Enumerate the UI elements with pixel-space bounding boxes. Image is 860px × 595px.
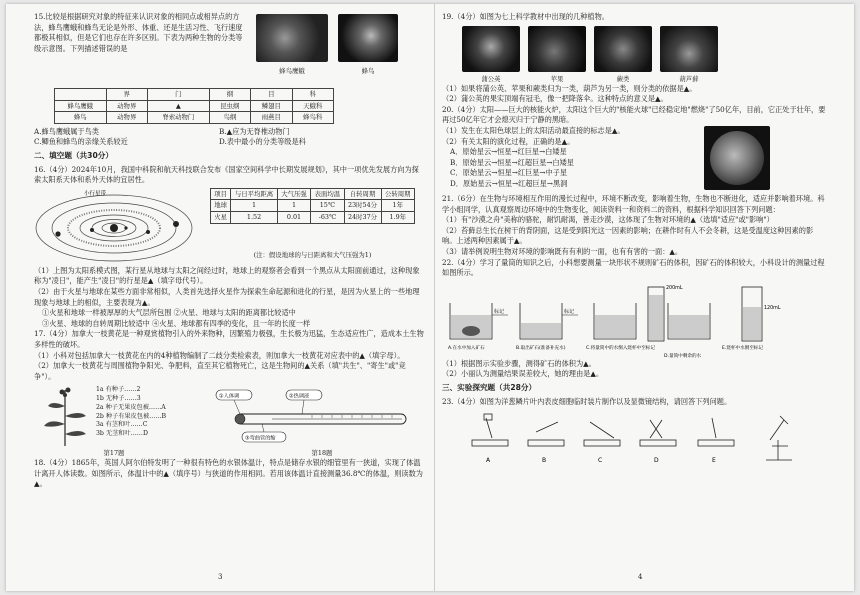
q21-line-3: （3）请举例说明生物对环境的影响既有有利的一面，也有有害的一面：▲。 — [442, 246, 683, 256]
q15-classification-table — [54, 88, 334, 124]
goldenrod-plant-illustration — [40, 384, 90, 448]
q18-text: 18.（4分）1865年，英国人阿尔伯特发明了一种很有特色的水银体温计，特点是储存水银的细管里有一狭道，实现了体温计离开人体读数。如图所示，体温计中的▲（填序号）与狭道的作用相同。若用该体温计直接测量36.8℃的体温，则读数为▲。 — [34, 458, 423, 489]
q20-line-2: （2）有关太阳的演化过程，正确的是▲。 — [442, 136, 575, 146]
hawkmoth-caption: 蜂鸟鹰蛾 — [279, 67, 305, 75]
ore-icon — [462, 326, 480, 336]
table-cell: ▲ — [147, 100, 209, 112]
table-row — [55, 112, 334, 124]
q21-line-1: （1）有"沙漠之舟"美称的骆驼，耐饥耐渴，善走沙漠，这体现了生物对环境的▲（选填"适应"或"影响"） — [442, 215, 774, 225]
table-cell: 1 — [231, 200, 278, 212]
table-row — [211, 200, 415, 212]
fig-18-caption: 第18题 — [311, 449, 333, 458]
key-line: 1a 有种子……2 — [96, 386, 141, 394]
dandelion-photo — [462, 26, 520, 72]
q22-measurement-diagram — [446, 281, 786, 359]
table-cell: 0.01 — [277, 211, 310, 223]
solar-system-diagram — [34, 188, 199, 264]
step-label: C — [598, 457, 603, 465]
option-b: B．原始星云→恒星→红超巨星→白矮星 — [450, 157, 574, 167]
step-label: E — [712, 457, 716, 465]
table-row — [211, 211, 415, 223]
water-fill — [743, 307, 761, 340]
right-page — [442, 12, 826, 468]
table-cell: 与日平均距离 — [231, 188, 278, 200]
page-number-right: 4 — [638, 573, 643, 581]
planet-dot — [146, 230, 150, 234]
dichotomous-key — [96, 386, 166, 439]
sun-icon — [110, 224, 118, 232]
q16-line-4: ③火星、地球的自转周期比较适中 ④火星、地球都有四季的变化，且一年的长度一样 — [42, 318, 311, 328]
table-cell: 1.52 — [231, 211, 278, 223]
table-cell: 项目 — [211, 188, 231, 200]
hummingbird-photo — [338, 14, 398, 62]
q15-text: 15.比较是根据研究对象的特征来认识对象的相同点或相异点的方法，蜂鸟鹰蛾和蜂鸟无论是外形、体重、还是生活习性、飞行速度都极其相似，但是它们也存在许多区别。下表为两种生物的分类等级示意图。下列描述错误的是 — [34, 12, 243, 53]
water-fill — [521, 323, 561, 338]
table-cell: 地球 — [211, 200, 231, 212]
q22-text: 22.（4分）学习了量筒的知识之后，小科想要测量一块形状不规则矿石的体积，因矿石的体积较大，小科设计的测量过程如图所示。 — [442, 257, 825, 278]
hummingbird-caption: 蜂鸟 — [361, 67, 375, 75]
section-2-heading: 二、填空题（共30分） — [34, 150, 113, 160]
thermo-label: ③弯曲管的缩 — [245, 435, 276, 442]
photo-caption: 苹果 — [550, 74, 564, 83]
key-line: 1b 无种子……3 — [96, 395, 141, 403]
table-cell: 自转周期 — [344, 188, 381, 200]
key-line: 2a 种子无果皮包被……A — [96, 403, 166, 411]
option-b: B.▲应为无脊椎动物门 — [219, 126, 290, 136]
table-cell: 门 — [147, 89, 209, 101]
q16-line-2: （2）由于火星与地球在某些方面非常相似，人类首先选择火星作为探索生命起源和进化的行星，是因为火星上的一些地理现象与地球上的相似，主要表现为▲。 — [34, 286, 420, 307]
q16-figure — [34, 188, 426, 266]
q15-options — [34, 127, 426, 148]
table-cell: 科 — [292, 89, 333, 101]
table-cell: 1 — [277, 200, 310, 212]
table-cell: 界 — [106, 89, 147, 101]
table-row — [55, 100, 334, 112]
apple-photo — [528, 26, 586, 72]
q16-line-3: ①火星和地球一样被厚厚的大气层所包围 ②火星、地球与太阳的距离都比较适中 — [42, 308, 296, 318]
exam-sheet — [6, 4, 854, 591]
option-c: C．原始星云→恒星→红巨星→中子星 — [450, 168, 568, 178]
q22-line-2: （2）小丽认为测量结果误差较大，她的理由是▲。 — [442, 369, 604, 379]
table-cell: 表面均温 — [311, 188, 344, 200]
q22-line-1: （1）根据图示实验步骤，测得矿石的体积为▲。 — [442, 358, 596, 368]
q15-block — [34, 12, 426, 88]
option-d: D．原始星云→恒星→红超巨星→黑洞 — [450, 178, 568, 188]
table-cell: 昆虫纲 — [209, 100, 250, 112]
key-line: 2b 种子有果皮包被……B — [96, 412, 167, 420]
q16-text: 16.（4分）2024年10月，我国中科院和航天科技联合发布《国家空间科学中长期发展规划》，其中一项优先发展方向为探索太阳系天体和系外天体的宜居性。 — [34, 164, 419, 185]
q23-slide-and-microscope-diagram — [466, 410, 796, 468]
left-page — [34, 12, 426, 490]
q19-plant-photos — [462, 26, 826, 84]
water-fill — [649, 295, 663, 340]
table-cell: 24时37分 — [344, 211, 381, 223]
table-cell: 动物界 — [106, 100, 147, 112]
q19-line-1: （1）如果将蒲公英、苹果和蕨类归为一类，葫芦为另一类，则分类的依据是▲。 — [442, 83, 697, 93]
q17-text: 17.（4分）加拿大一枝黄花是一种观赏植物引入的外来物种，因繁殖力极强，生长极为迅猛，生态适应性广，造成本土生物多样性的破坏。 — [34, 329, 424, 349]
photo-caption: 蕨类 — [616, 74, 630, 83]
water-fill — [669, 315, 709, 338]
table-cell: 1.9年 — [381, 211, 414, 223]
table-cell: 蜂鸟科 — [292, 112, 333, 124]
thermo-label: ②热调液 — [289, 393, 310, 400]
q20-text: 20.（4分）太阳——巨大的核能火炉，太阳这个巨大的"核能火球"已经稳定地"燃烧"了50亿年，目前，它正处于壮年，要再过50亿年它才会熄灭归于宁静的黑暗。 — [442, 104, 826, 125]
fern-photo — [594, 26, 652, 72]
q21-text: 21.（6分）在生物与环境相互作用的漫长过程中，环境不断改变，影响着生物，生物也不断进化，适应并影响着环境。科学小组同学，认真观察周边环境中的生物变化，阅读资料一和资料二的资料，根据科学知识回答下列问题： — [442, 193, 825, 214]
step-caption: B.取出矿石(准备补充水) — [516, 345, 566, 351]
key-line: 3b 无茎和叶……D — [96, 430, 148, 438]
table-cell: 公转周期 — [381, 188, 414, 200]
option-a: A.蜂鸟鹰蛾属于鸟类 — [34, 126, 99, 136]
table-cell: 15℃ — [311, 200, 344, 212]
moss-photo — [660, 26, 718, 72]
table-cell: 蜂鸟鹰蛾 — [55, 100, 107, 112]
table-cell: 脊索动物门 — [147, 112, 209, 124]
q20-items — [442, 126, 692, 190]
step-caption: C.将量筒中的水倒入烧杯中至标记 — [586, 345, 655, 351]
table-cell: 纲 — [209, 89, 250, 101]
planet-dot — [90, 228, 94, 232]
q19-line-2: （2）蒲公英的果实顶端有冠毛，像一把降落伞。这种特点的意义是▲。 — [442, 94, 668, 104]
thermometer-diagram — [212, 388, 422, 446]
page-number-left: 3 — [218, 573, 223, 581]
cylinder-label: 120mL — [764, 305, 781, 311]
fig-17-caption: 第17题 — [103, 449, 125, 458]
hawkmoth-photo — [256, 14, 328, 62]
q17-line-2: （2）加拿大一枝黄花与周围植物争阳光、争肥料，直至其它植物死亡，这是生物间的▲关系（填"共生"、"寄生"或"竞争"）。 — [34, 361, 406, 381]
table-cell: 目 — [251, 89, 292, 101]
page-fold — [434, 4, 435, 591]
planet-dot — [124, 226, 127, 229]
q16-planet-table — [210, 188, 415, 224]
water-fill — [595, 315, 635, 338]
mark-label: 标记 — [494, 308, 505, 315]
step-caption: E.烧杯中水倒至标记 — [722, 345, 764, 351]
q16-table-note: (注：假设地球的与日距离和大气压强为1) — [253, 250, 372, 259]
q16-line-1: （1）上图为太阳系模式图，某行星从地球与太阳之间经过时，地球上的观察者会看到一个黑点从太阳面前通过，这种现象称为"凌日"，能产生"凌日"的行星是▲（填字母代号）。 — [34, 265, 420, 286]
table-cell: 鸟纲 — [209, 112, 250, 124]
q19-text: 19.（4分）如图为七上科学教材中出现的几种植物。 — [442, 12, 609, 21]
table-cell — [55, 89, 107, 101]
table-cell: 1年 — [381, 200, 414, 212]
table-cell: 蜂鸟 — [55, 112, 107, 124]
step-caption: D.量筒中剩余的水 — [664, 353, 702, 359]
q23-text: 23.（4分）如图为洋葱鳞片叶内表皮细胞临时装片制作以及显微镜结构，请回答下列问题。 — [442, 396, 732, 406]
table-cell: 雨燕目 — [251, 112, 292, 124]
sun-photo — [704, 126, 770, 190]
q21-line-2: （2）苔藓总生长在树干的背阴面，这是受到阳光这一因素的影响；在耕作时有人不会冬耕，这是受温度这种因素的影响。上述两种因素属于▲。 — [442, 225, 814, 246]
table-cell: 大气压强 — [277, 188, 310, 200]
step-label: A — [486, 457, 491, 465]
table-header-row — [55, 89, 334, 101]
q20-line-1: （1）发生在太阳色球层上的太阳活动最直接的标志是▲。 — [442, 125, 625, 135]
step-caption: A.在水中加入矿石 — [448, 345, 485, 351]
table-cell: 23时54分 — [344, 200, 381, 212]
table-cell: 鳞翅目 — [251, 100, 292, 112]
option-c: C.鲫鱼和蜂鸟的亲缘关系较近 — [34, 137, 128, 147]
step-label: B — [542, 457, 547, 465]
option-a: A．原始星云→恒星→红巨星→白矮星 — [450, 147, 567, 157]
q20-block — [442, 126, 826, 194]
table-cell: 动物界 — [106, 112, 147, 124]
table-cell: 天蛾科 — [292, 100, 333, 112]
thermo-label: ①人体调 — [219, 393, 240, 400]
planet-dot — [55, 231, 60, 236]
table-header-row — [211, 188, 415, 200]
asteroid-belt-label: 小行星带 — [84, 190, 107, 197]
q17-q18-figures — [34, 384, 426, 458]
cylinder-label: 200mL — [666, 285, 683, 291]
planet-dot — [173, 221, 179, 227]
key-line: 3a 有茎和叶……C — [96, 421, 148, 429]
photo-caption: 蒲公英 — [481, 74, 501, 83]
q17-line-1: （1）小科对包括加拿大一枝黄花在内的4种植物编制了二歧分类检索表，则加拿大一枝黄花对应表中的▲（填字母）。 — [34, 350, 405, 360]
table-cell: -63℃ — [311, 211, 344, 223]
option-d: D.表中最小的分类等级是科 — [219, 137, 306, 147]
section-3-heading: 三、实验探究题（共28分） — [442, 382, 537, 392]
step-label: D — [654, 457, 659, 465]
mark-label: 标记 — [564, 308, 575, 315]
table-cell: 火星 — [211, 211, 231, 223]
photo-caption: 葫芦藓 — [679, 74, 699, 83]
